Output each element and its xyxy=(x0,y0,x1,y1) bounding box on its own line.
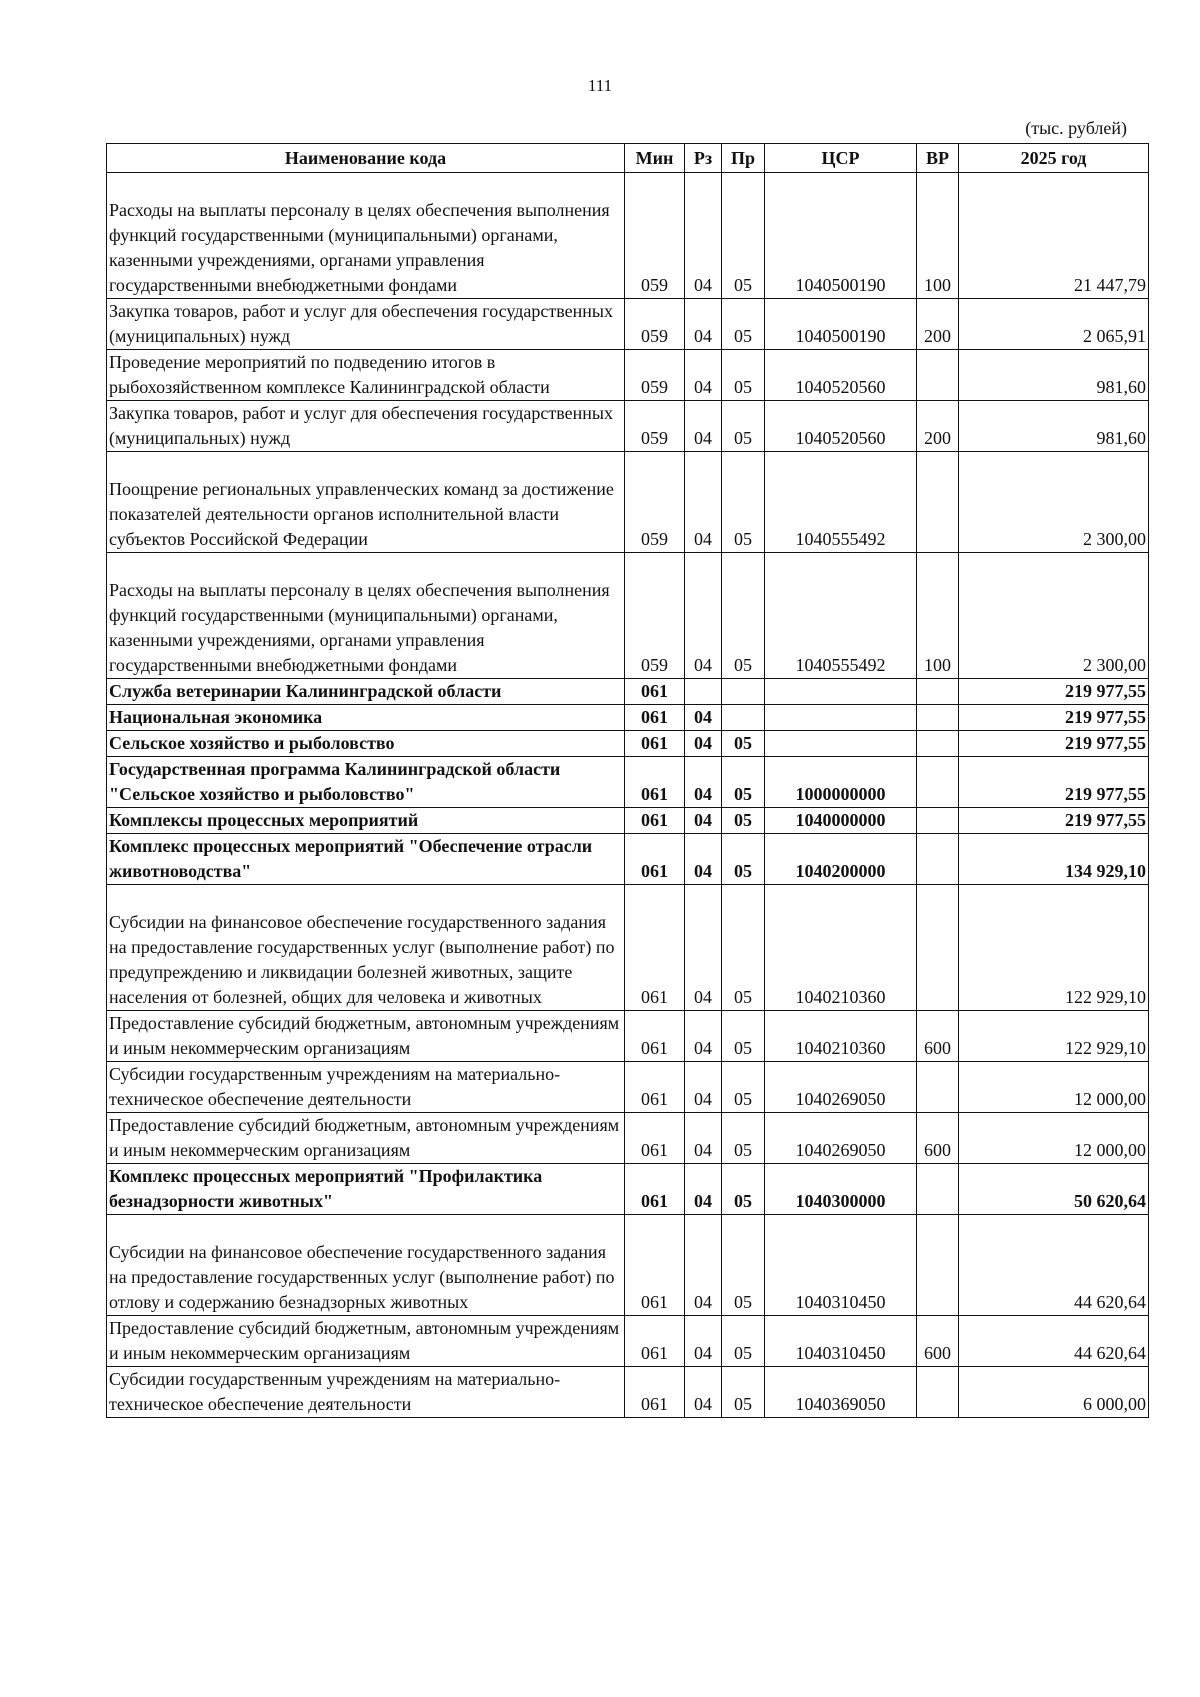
table-row xyxy=(107,1011,1149,1062)
header-pr: Пр xyxy=(722,144,765,173)
row-name: Проведение мероприятий по подведению итогов в рыбохозяйственном комплексе Калининградской области xyxy=(107,350,625,401)
table-row xyxy=(107,553,1149,679)
row-min: 059 xyxy=(625,299,685,350)
row-min: 059 xyxy=(625,350,685,401)
row-rz: 04 xyxy=(685,1113,722,1164)
row-name: Субсидии государственным учреждениям на материально-техническое обеспечение деятельности xyxy=(107,1367,625,1418)
header-min: Мин xyxy=(625,144,685,173)
row-rz: 04 xyxy=(685,553,722,679)
header-name: Наименование кода xyxy=(107,144,625,173)
table-row xyxy=(107,679,1149,705)
row-csr: 1040269050 xyxy=(765,1113,917,1164)
row-vr xyxy=(917,350,959,401)
row-vr xyxy=(917,705,959,731)
row-name: Поощрение региональных управленческих команд за достижение показателей деятельности органов исполнительной власти субъектов Российской Федерации xyxy=(107,452,625,553)
row-csr xyxy=(765,679,917,705)
row-name: Расходы на выплаты персоналу в целях обеспечения выполнения функций государственными (муниципальными) органами, казенными учреждениями, органами управления государственными внебюджетными фондами xyxy=(107,553,625,679)
table-row xyxy=(107,173,1149,299)
row-rz: 04 xyxy=(685,757,722,808)
row-rz: 04 xyxy=(685,401,722,452)
row-vr: 600 xyxy=(917,1316,959,1367)
row-amount: 12 000,00 xyxy=(959,1062,1149,1113)
row-rz: 04 xyxy=(685,299,722,350)
row-vr xyxy=(917,885,959,1011)
row-pr: 05 xyxy=(722,757,765,808)
table-row xyxy=(107,401,1149,452)
row-name: Предоставление субсидий бюджетным, автономным учреждениям и иным некоммерческим организациям xyxy=(107,1113,625,1164)
row-min: 059 xyxy=(625,452,685,553)
row-vr: 100 xyxy=(917,553,959,679)
row-csr: 1040200000 xyxy=(765,834,917,885)
row-min: 061 xyxy=(625,679,685,705)
table-row xyxy=(107,1113,1149,1164)
table-row xyxy=(107,452,1149,553)
row-rz xyxy=(685,679,722,705)
row-pr xyxy=(722,679,765,705)
row-csr: 1040269050 xyxy=(765,1062,917,1113)
row-min: 061 xyxy=(625,1215,685,1316)
row-min: 059 xyxy=(625,401,685,452)
row-amount: 2 300,00 xyxy=(959,452,1149,553)
row-pr: 05 xyxy=(722,1215,765,1316)
row-rz: 04 xyxy=(685,834,722,885)
row-pr: 05 xyxy=(722,1367,765,1418)
table-row xyxy=(107,1062,1149,1113)
table-row xyxy=(107,1215,1149,1316)
row-csr xyxy=(765,705,917,731)
row-rz: 04 xyxy=(685,1062,722,1113)
budget-table xyxy=(106,143,1149,1418)
row-csr: 1040369050 xyxy=(765,1367,917,1418)
row-name: Субсидии государственным учреждениям на материально-техническое обеспечение деятельности xyxy=(107,1062,625,1113)
row-vr xyxy=(917,1367,959,1418)
row-csr: 1040555492 xyxy=(765,553,917,679)
row-vr xyxy=(917,1215,959,1316)
table-row xyxy=(107,299,1149,350)
row-min: 059 xyxy=(625,553,685,679)
row-rz: 04 xyxy=(685,731,722,757)
row-vr: 600 xyxy=(917,1113,959,1164)
row-min: 061 xyxy=(625,1113,685,1164)
table-row xyxy=(107,1316,1149,1367)
row-amount: 219 977,55 xyxy=(959,705,1149,731)
row-rz: 04 xyxy=(685,350,722,401)
row-amount: 50 620,64 xyxy=(959,1164,1149,1215)
row-name: Сельское хозяйство и рыболовство xyxy=(107,731,625,757)
row-min: 061 xyxy=(625,834,685,885)
row-csr: 1040520560 xyxy=(765,350,917,401)
row-vr xyxy=(917,808,959,834)
row-amount: 21 447,79 xyxy=(959,173,1149,299)
row-min: 061 xyxy=(625,885,685,1011)
row-vr xyxy=(917,1062,959,1113)
header-vr: ВР xyxy=(917,144,959,173)
row-csr: 1000000000 xyxy=(765,757,917,808)
row-csr: 1040000000 xyxy=(765,808,917,834)
row-pr: 05 xyxy=(722,834,765,885)
row-vr: 200 xyxy=(917,401,959,452)
row-min: 061 xyxy=(625,1062,685,1113)
row-csr: 1040210360 xyxy=(765,1011,917,1062)
row-name: Закупка товаров, работ и услуг для обеспечения государственных (муниципальных) нужд xyxy=(107,401,625,452)
row-amount: 219 977,55 xyxy=(959,679,1149,705)
row-csr: 1040310450 xyxy=(765,1316,917,1367)
row-amount: 6 000,00 xyxy=(959,1367,1149,1418)
row-min: 061 xyxy=(625,1011,685,1062)
row-vr: 100 xyxy=(917,173,959,299)
row-amount: 44 620,64 xyxy=(959,1316,1149,1367)
row-rz: 04 xyxy=(685,1367,722,1418)
table-row xyxy=(107,350,1149,401)
row-rz: 04 xyxy=(685,808,722,834)
row-rz: 04 xyxy=(685,1164,722,1215)
row-csr xyxy=(765,731,917,757)
row-pr: 05 xyxy=(722,350,765,401)
row-rz: 04 xyxy=(685,173,722,299)
row-csr: 1040210360 xyxy=(765,885,917,1011)
row-vr: 200 xyxy=(917,299,959,350)
row-rz: 04 xyxy=(685,705,722,731)
row-pr: 05 xyxy=(722,1011,765,1062)
row-amount: 981,60 xyxy=(959,350,1149,401)
row-min: 061 xyxy=(625,1164,685,1215)
row-csr: 1040520560 xyxy=(765,401,917,452)
row-amount: 219 977,55 xyxy=(959,757,1149,808)
row-name: Государственная программа Калининградской области "Сельское хозяйство и рыболовство" xyxy=(107,757,625,808)
row-amount: 219 977,55 xyxy=(959,731,1149,757)
row-min: 061 xyxy=(625,808,685,834)
row-amount: 122 929,10 xyxy=(959,1011,1149,1062)
row-min: 061 xyxy=(625,731,685,757)
table-row xyxy=(107,834,1149,885)
row-name: Предоставление субсидий бюджетным, автономным учреждениям и иным некоммерческим организациям xyxy=(107,1316,625,1367)
row-vr xyxy=(917,834,959,885)
row-vr xyxy=(917,452,959,553)
row-vr: 600 xyxy=(917,1011,959,1062)
row-amount: 12 000,00 xyxy=(959,1113,1149,1164)
row-pr: 05 xyxy=(722,1113,765,1164)
row-vr xyxy=(917,757,959,808)
row-vr xyxy=(917,731,959,757)
row-pr: 05 xyxy=(722,299,765,350)
table-row xyxy=(107,885,1149,1011)
row-name: Субсидии на финансовое обеспечение государственного задания на предоставление государственных услуг (выполнение работ) по отлову и содержанию безнадзорных животных xyxy=(107,1215,625,1316)
table-header-row xyxy=(107,144,1149,173)
row-amount: 2 300,00 xyxy=(959,553,1149,679)
row-name: Комплекс процессных мероприятий "Обеспечение отрасли животноводства" xyxy=(107,834,625,885)
row-csr: 1040500190 xyxy=(765,173,917,299)
row-min: 061 xyxy=(625,1367,685,1418)
row-pr: 05 xyxy=(722,1164,765,1215)
table-row xyxy=(107,731,1149,757)
table-row xyxy=(107,705,1149,731)
row-rz: 04 xyxy=(685,1215,722,1316)
row-rz: 04 xyxy=(685,885,722,1011)
header-amount: 2025 год xyxy=(959,144,1149,173)
row-vr xyxy=(917,679,959,705)
row-name: Служба ветеринарии Калининградской области xyxy=(107,679,625,705)
row-rz: 04 xyxy=(685,1316,722,1367)
row-name: Национальная экономика xyxy=(107,705,625,731)
row-pr: 05 xyxy=(722,1316,765,1367)
row-amount: 44 620,64 xyxy=(959,1215,1149,1316)
row-amount: 219 977,55 xyxy=(959,808,1149,834)
row-amount: 134 929,10 xyxy=(959,834,1149,885)
units-note: (тыс. рублей) xyxy=(1025,118,1127,138)
row-name: Субсидии на финансовое обеспечение государственного задания на предоставление государственных услуг (выполнение работ) по предупреждению и ликвидации болезней животных, защите населения от болезней, общих для человека и животных xyxy=(107,885,625,1011)
table-row xyxy=(107,757,1149,808)
row-min: 059 xyxy=(625,173,685,299)
row-min: 061 xyxy=(625,705,685,731)
row-amount: 122 929,10 xyxy=(959,885,1149,1011)
row-csr: 1040300000 xyxy=(765,1164,917,1215)
row-amount: 2 065,91 xyxy=(959,299,1149,350)
row-name: Закупка товаров, работ и услуг для обеспечения государственных (муниципальных) нужд xyxy=(107,299,625,350)
row-csr: 1040310450 xyxy=(765,1215,917,1316)
row-name: Комплексы процессных мероприятий xyxy=(107,808,625,834)
table-row xyxy=(107,1367,1149,1418)
row-pr: 05 xyxy=(722,808,765,834)
row-pr: 05 xyxy=(722,452,765,553)
table-row xyxy=(107,1164,1149,1215)
row-pr: 05 xyxy=(722,553,765,679)
page-number: 111 xyxy=(587,76,613,95)
header-rz: Рз xyxy=(685,144,722,173)
row-min: 061 xyxy=(625,1316,685,1367)
row-csr: 1040500190 xyxy=(765,299,917,350)
row-pr: 05 xyxy=(722,731,765,757)
row-pr xyxy=(722,705,765,731)
row-pr: 05 xyxy=(722,401,765,452)
row-pr: 05 xyxy=(722,173,765,299)
row-rz: 04 xyxy=(685,452,722,553)
row-pr: 05 xyxy=(722,885,765,1011)
header-csr: ЦСР xyxy=(765,144,917,173)
table-row xyxy=(107,808,1149,834)
row-amount: 981,60 xyxy=(959,401,1149,452)
row-name: Предоставление субсидий бюджетным, автономным учреждениям и иным некоммерческим организациям xyxy=(107,1011,625,1062)
row-vr xyxy=(917,1164,959,1215)
row-rz: 04 xyxy=(685,1011,722,1062)
row-name: Расходы на выплаты персоналу в целях обеспечения выполнения функций государственными (муниципальными) органами, казенными учреждениями, органами управления государственными внебюджетными фондами xyxy=(107,173,625,299)
row-pr: 05 xyxy=(722,1062,765,1113)
row-min: 061 xyxy=(625,757,685,808)
row-csr: 1040555492 xyxy=(765,452,917,553)
row-name: Комплекс процессных мероприятий "Профилактика безнадзорности животных" xyxy=(107,1164,625,1215)
